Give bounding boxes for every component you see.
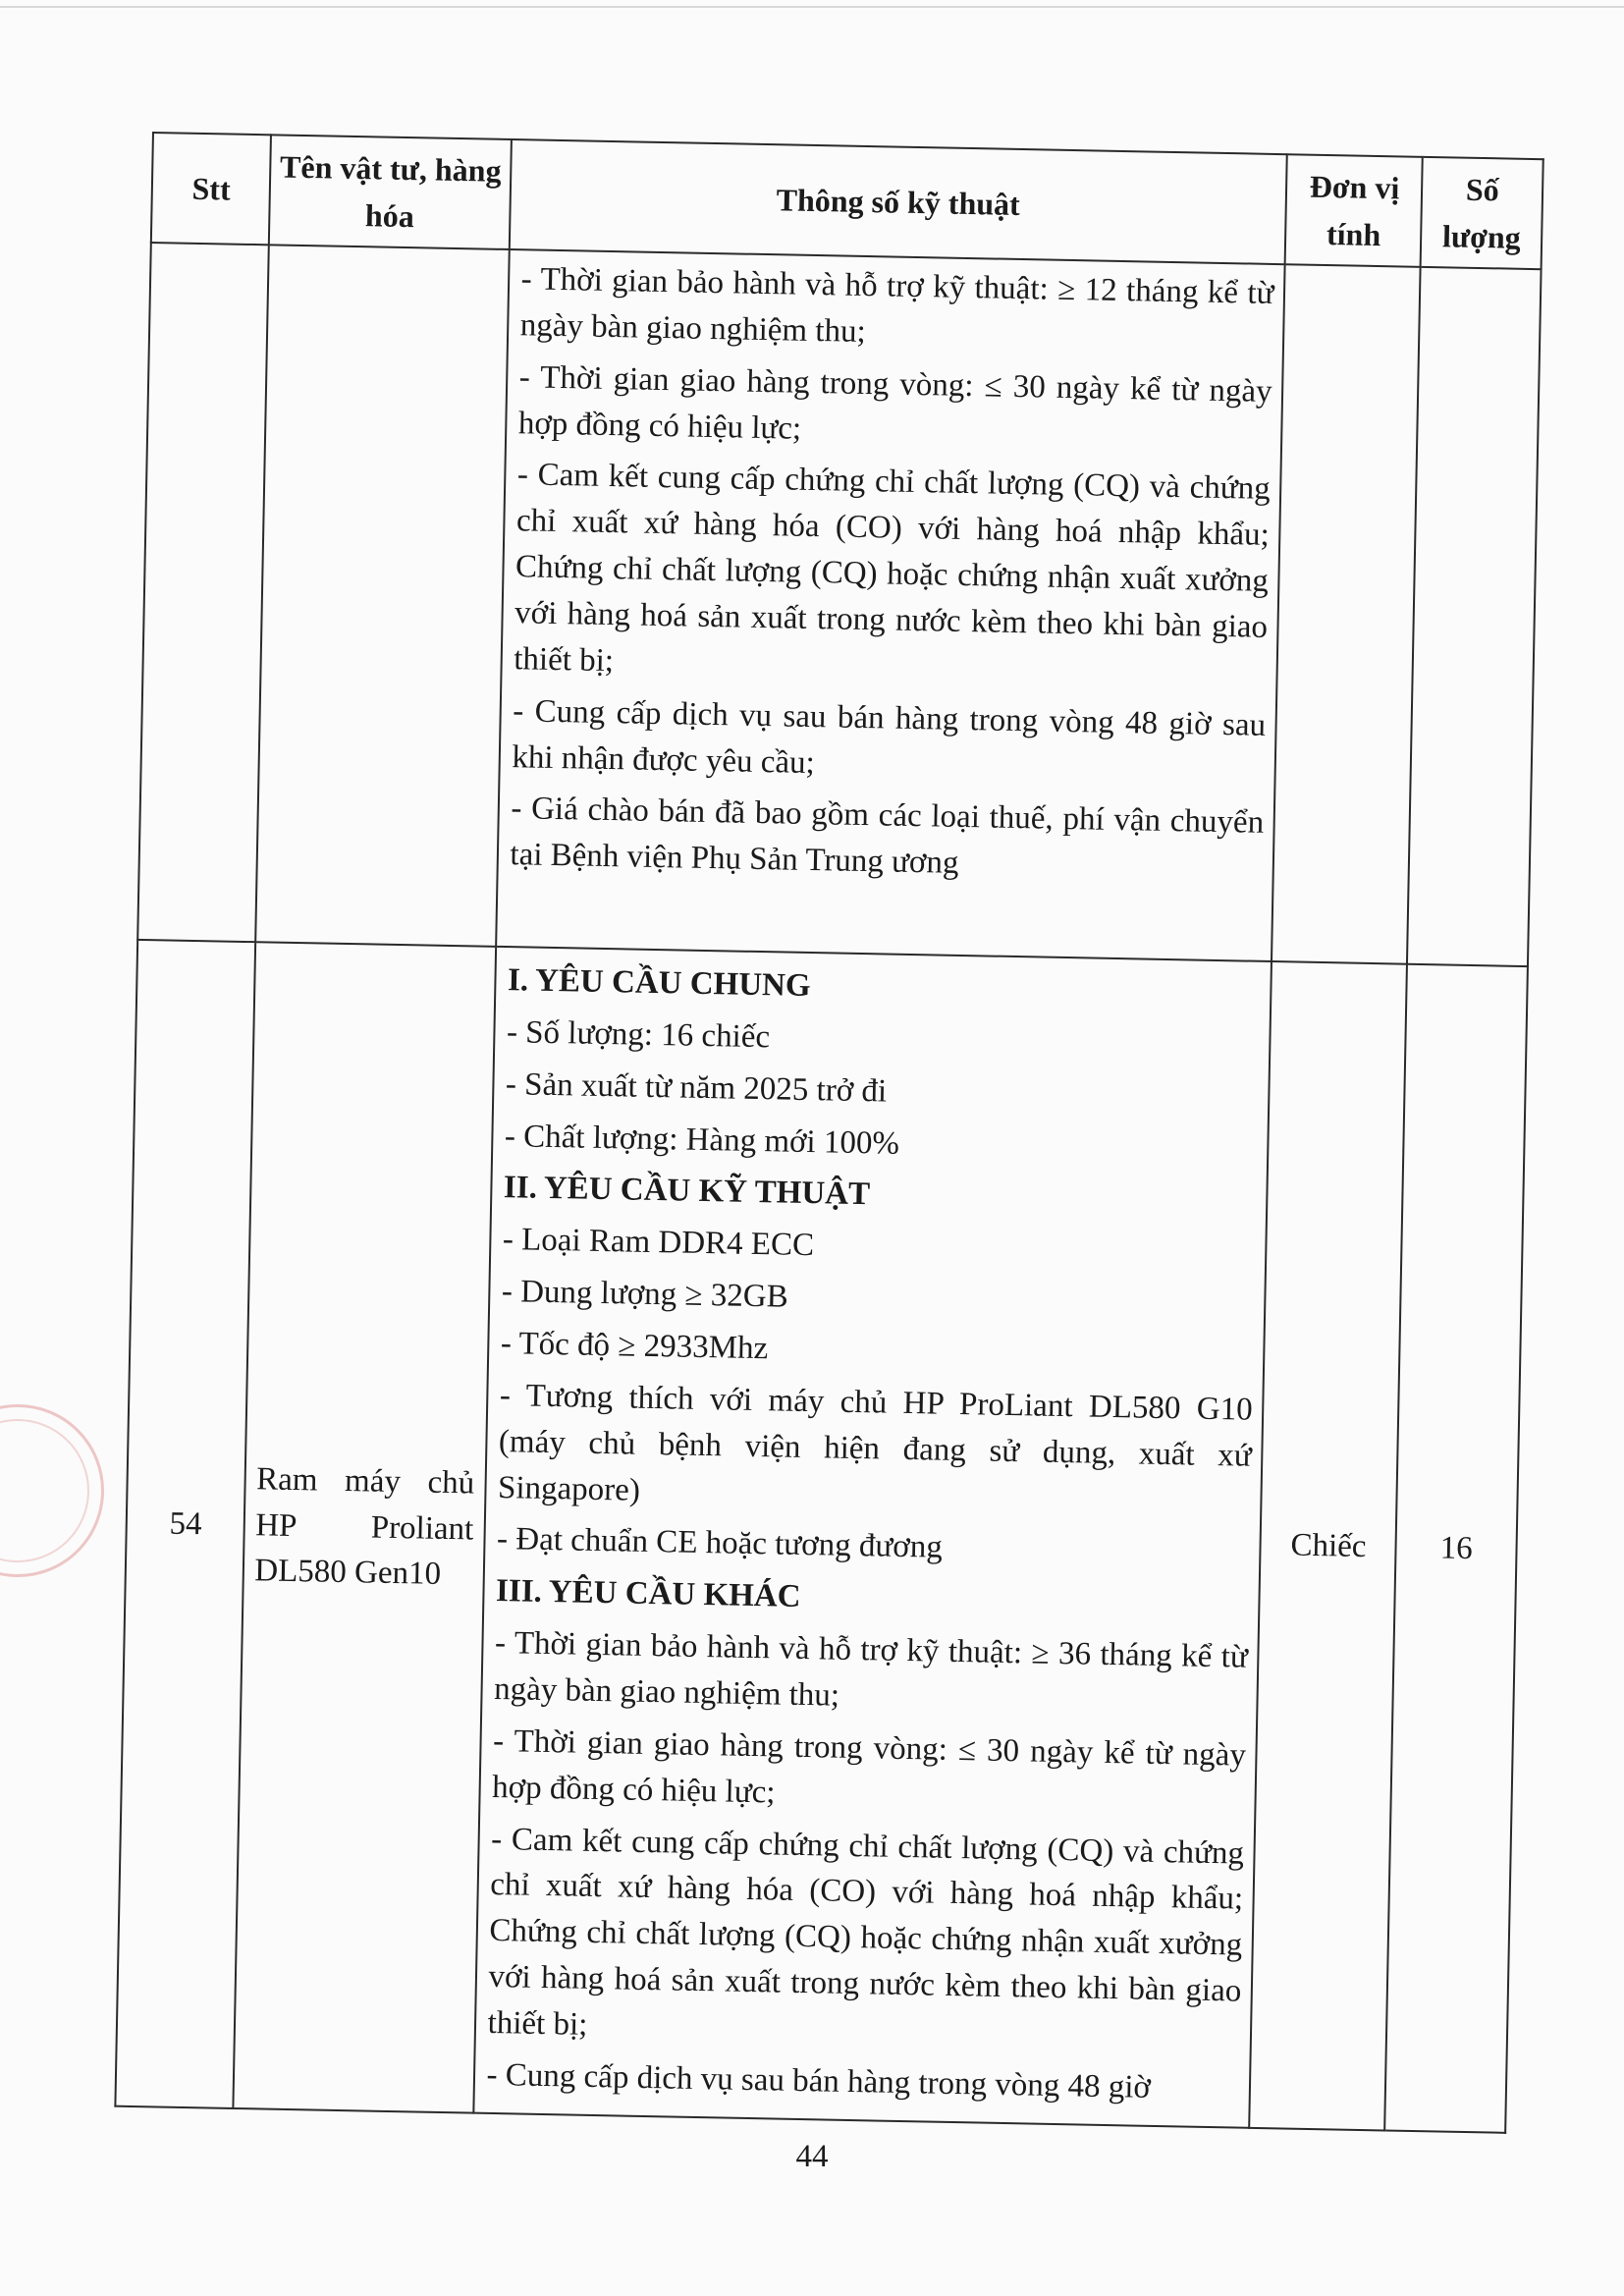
- spec-line: - Số lượng: 16 chiếc: [506, 1013, 771, 1056]
- section-heading: II. YÊU CẦU KỸ THUẬT: [503, 1170, 871, 1213]
- spec-line: - Giá chào bán đã bao gồm các loại thuế, phí vận chuyển tại Bệnh viện Phụ Sản Trung ương: [510, 791, 1265, 882]
- header-unit: Đơn vị tính: [1285, 154, 1423, 267]
- unit-cell: Chiếc: [1250, 961, 1408, 2130]
- spec-line: - Cam kết cung cấp chứng chỉ chất lượng (CQ) và chứng chỉ xuất xứ hàng hóa (CO) với hàng hoá nhập khẩu; Chứng chỉ chất lượng (CQ) hoặc chứng nhận xuất xưởng với hàng hoá sản xuất trong nước kèm theo khi bàn giao thiết bị;: [487, 1821, 1245, 2043]
- quantity-cell: 16: [1385, 964, 1528, 2133]
- section-heading: III. YÊU CẦU KHÁC: [495, 1573, 801, 1615]
- spec-line: - Chất lượng: Hàng mới 100%: [504, 1118, 900, 1162]
- spec-line: - Loại Ram DDR4 ECC: [502, 1222, 815, 1264]
- header-quantity: Số lượng: [1421, 157, 1543, 269]
- spec-line: - Tốc độ ≥ 2933Mhz: [500, 1326, 769, 1367]
- spec-line: - Dung lượng ≥ 32GB: [501, 1274, 789, 1315]
- spec-line: - Đạt chuẩn CE hoặc tương đương: [496, 1521, 944, 1566]
- spec-line: - Thời gian bảo hành và hỗ trợ kỹ thuật: ≥ 12 tháng kể từ ngày bàn giao nghiệm thu;: [519, 261, 1274, 350]
- spec-line: - Cung cấp dịch vụ sau bán hàng trong vòng 48 giờ sau khi nhận được yêu cầu;: [512, 692, 1267, 781]
- prev-name-cell: [256, 245, 510, 947]
- prev-qty-cell: [1407, 267, 1541, 966]
- prev-stt-cell: [137, 243, 269, 942]
- section-heading: I. YÊU CẦU CHUNG: [507, 962, 811, 1005]
- spec-line: - Cam kết cung cấp chứng chỉ chất lượng (CQ) và chứng chỉ xuất xứ hàng hóa (CO) với hàng hoá nhập khẩu; Chứng chỉ chất lượng (CQ) hoặc chứng nhận xuất xưởng với hàng hoá sản xuất trong nước kèm theo khi bàn giao thiết bị;: [513, 457, 1271, 679]
- table-row-continued: [137, 243, 1541, 966]
- page-number: 44: [795, 2139, 829, 2174]
- stt-cell: 54: [115, 940, 255, 2108]
- prev-spec-cell: [496, 249, 1285, 961]
- spec-line: - Tương thích với máy chủ HP ProLiant DL580 G10 (máy chủ bệnh viện hiện đang sử dụng, xuất xứ Singapore): [497, 1377, 1254, 1508]
- header-item-name: Tên vật tư, hàng hóa: [269, 135, 511, 249]
- header-specification: Thông số kỹ thuật: [509, 139, 1287, 264]
- spec-line: - Thời gian bảo hành và hỗ trợ kỹ thuật: ≥ 36 tháng kể từ ngày bàn giao nghiệm thu;: [493, 1625, 1249, 1714]
- prev-unit-cell: [1272, 264, 1421, 964]
- specification-table-wrapper: [114, 132, 1543, 2134]
- spec-line: - Thời gian giao hàng trong vòng: ≤ 30 ngày kể từ ngày hợp đồng có hiệu lực;: [517, 358, 1272, 447]
- table-row-54: [115, 940, 1528, 2133]
- spec-cell: [473, 947, 1272, 2128]
- item-name-cell: Ram máy chủ HP Proliant DL580 Gen10: [234, 942, 496, 2112]
- red-stamp-seal: [0, 1404, 104, 1577]
- specification-table: [114, 132, 1543, 2134]
- spec-line: - Cung cấp dịch vụ sau bán hàng trong vòng 48 giờ: [486, 2056, 1152, 2105]
- spec-line: - Sản xuất từ năm 2025 trở đi: [505, 1066, 888, 1110]
- page-edge-line: [0, 6, 1624, 8]
- header-stt: Stt: [151, 133, 272, 245]
- spec-line: - Thời gian giao hàng trong vòng: ≤ 30 ngày kể từ ngày hợp đồng có hiệu lực;: [491, 1722, 1247, 1811]
